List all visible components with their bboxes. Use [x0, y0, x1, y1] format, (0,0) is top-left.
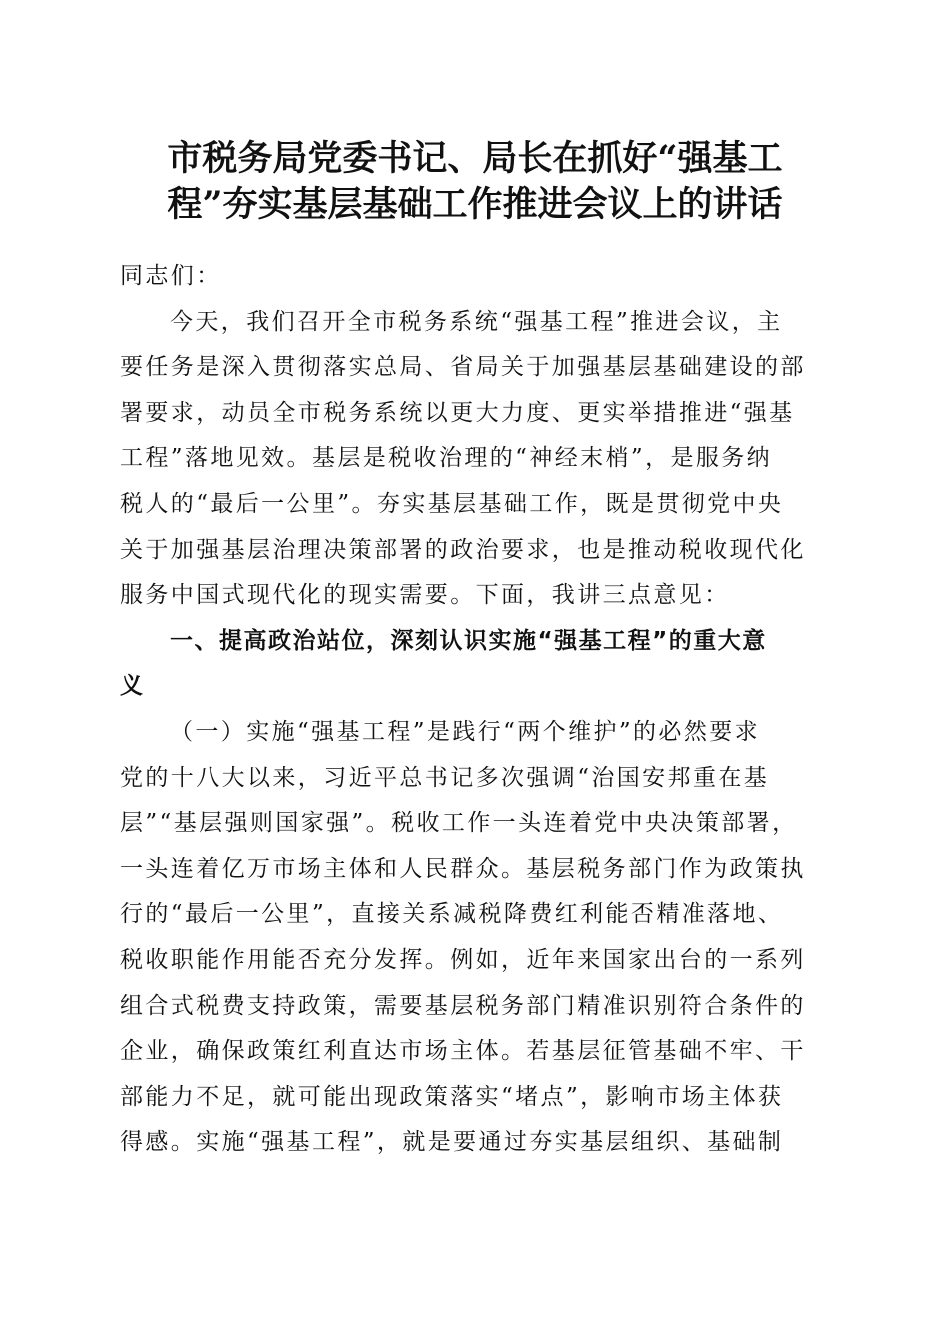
paragraph-line: 要任务是深入贯彻落实总局、省局关于加强基层基础建设的部 [120, 354, 806, 381]
title-line-2: 程”夯实基层基础工作推进会议上的讲话 [167, 184, 783, 225]
paragraph-line: 党的十八大以来，习近平总书记多次强调“治国安邦重在基 [120, 764, 770, 791]
paragraph-line: 关于加强基层治理决策部署的政治要求，也是推动税收现代化 [120, 536, 806, 563]
document-title [110, 136, 840, 228]
paragraph-line: 一头连着亿万市场主体和人民群众。基层税务部门作为政策执 [120, 855, 806, 882]
document-body [120, 254, 832, 1166]
section-heading-1 [120, 619, 832, 710]
paragraph-line: 税人的“最后一公里”。夯实基层基础工作，既是贯彻党中央 [120, 490, 784, 517]
paragraph-line: 署要求，动员全市税务系统以更大力度、更实举措推进“强基 [120, 399, 795, 426]
heading-line: 一、提高政治站位，深刻认识实施“强基工程”的重大意 [170, 627, 767, 654]
paragraph-subsection-1 [120, 756, 832, 1166]
paragraph-line: 企业，确保政策红利直达市场主体。若基层征管基础不牢、干 [120, 1038, 806, 1065]
heading-line: 义 [120, 673, 145, 700]
paragraph-line: 今天，我们召开全市税务系统“强基工程”推进会议，主 [170, 308, 783, 335]
paragraph-line: 组合式税费支持政策，需要基层税务部门精准识别符合条件的 [120, 992, 806, 1019]
paragraph-line: 工程”落地见效。基层是税收治理的“神经末梢”，是服务纳 [120, 445, 773, 472]
paragraph-line: 服务中国式现代化的现实需要。下面，我讲三点意见： [120, 582, 730, 609]
salutation: 同志们： [120, 263, 222, 289]
title-line-1: 市税务局党委书记、局长在抓好“强基工 [167, 138, 783, 179]
paragraph-line: 层”“基层强则国家强”。税收工作一头连着党中央决策部署， [120, 810, 798, 837]
paragraph-line: 行的“最后一公里”，直接关系减税降费红利能否精准落地、 [120, 901, 784, 928]
subsection-heading-1: （一）实施“强基工程”是践行“两个维护”的必然要求 [170, 718, 761, 745]
paragraph-line: 税收职能作用能否充分发挥。例如，近年来国家出台的一系列 [120, 946, 806, 973]
paragraph-line: 得感。实施“强基工程”，就是要通过夯实基层组织、基础制 [120, 1129, 784, 1156]
paragraph-intro [120, 300, 832, 619]
paragraph-line: 部能力不足，就可能出现政策落实“堵点”，影响市场主体获 [120, 1083, 784, 1110]
